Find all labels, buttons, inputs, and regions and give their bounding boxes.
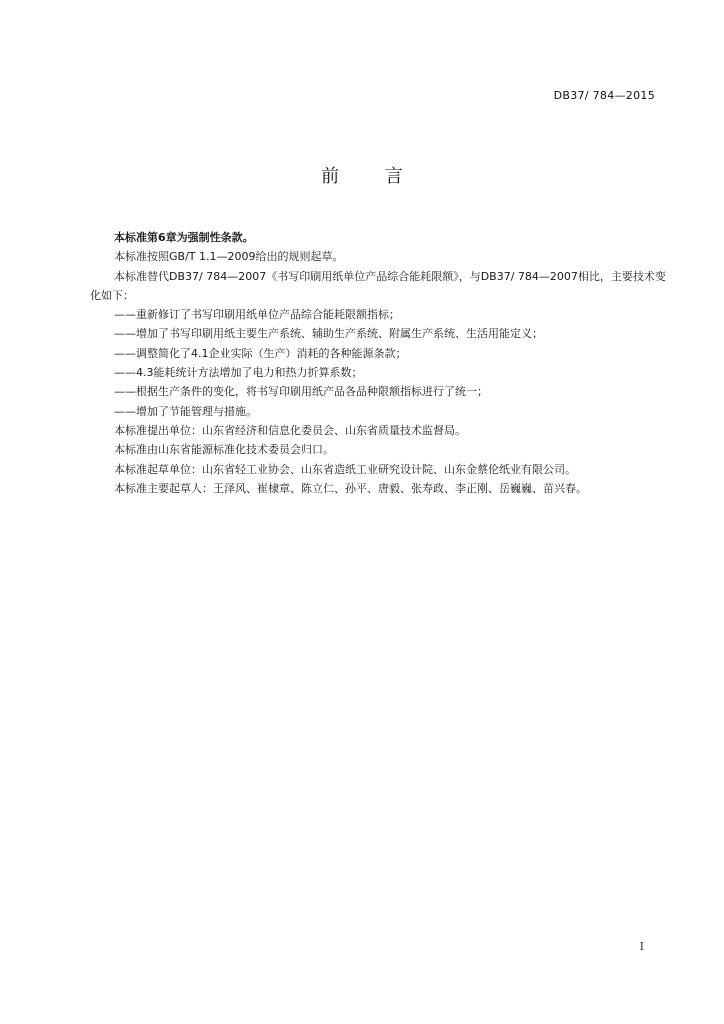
- page-title: 前 言: [321, 166, 423, 187]
- list-item-change: ——调整简化了4.1企业实际（生产）消耗的各种能源条款；: [114, 346, 407, 360]
- list-item-change: ——增加了书写印刷用纸主要生产系统、辅助生产系统、附属生产系统、生活用能定义；: [114, 327, 543, 341]
- list-item-change: ——4.3能耗统计方法增加了电力和热力折算系数；: [114, 366, 363, 380]
- paragraph-mandatory-clause: 本标准第6章为强制性条款。: [114, 231, 254, 244]
- standard-code: DB37/ 784—2015: [553, 89, 655, 102]
- page-number: I: [639, 940, 644, 953]
- list-item-change: ——增加了节能管理与措施。: [114, 404, 257, 418]
- list-item-change: ——根据生产条件的变化，将书写印刷用纸产品各品种限额指标进行了统一；: [114, 385, 488, 399]
- paragraph-administrator: 本标准由山东省能源标准化技术委员会归口。: [114, 443, 334, 457]
- paragraph-replacement: 本标准替代DB37/ 784—2007《书写印刷用纸单位产品综合能耗限额》，与DB37/ 784—2007相比，主要技术变化如下：: [90, 269, 666, 302]
- paragraph-drafting-rules: 本标准按照GB/T 1.1—2009给出的规则起草。: [114, 250, 344, 264]
- paragraph-proposer: 本标准提出单位：山东省经济和信息化委员会、山东省质量技术监督局。: [114, 423, 466, 437]
- foreword-body: [90, 228, 670, 498]
- paragraph-drafting-units: 本标准起草单位：山东省轻工业协会、山东省造纸工业研究设计院、山东金蔡伦纸业有限公司。: [114, 462, 576, 476]
- paragraph-drafters: 本标准主要起草人：王泽风、崔棣章、陈立仁、孙平、唐毅、张寿政、李正刚、岳巍巍、苗兴春。: [114, 481, 587, 495]
- list-item-change: ——重新修订了书写印刷用纸单位产品综合能耗限额指标；: [114, 308, 400, 322]
